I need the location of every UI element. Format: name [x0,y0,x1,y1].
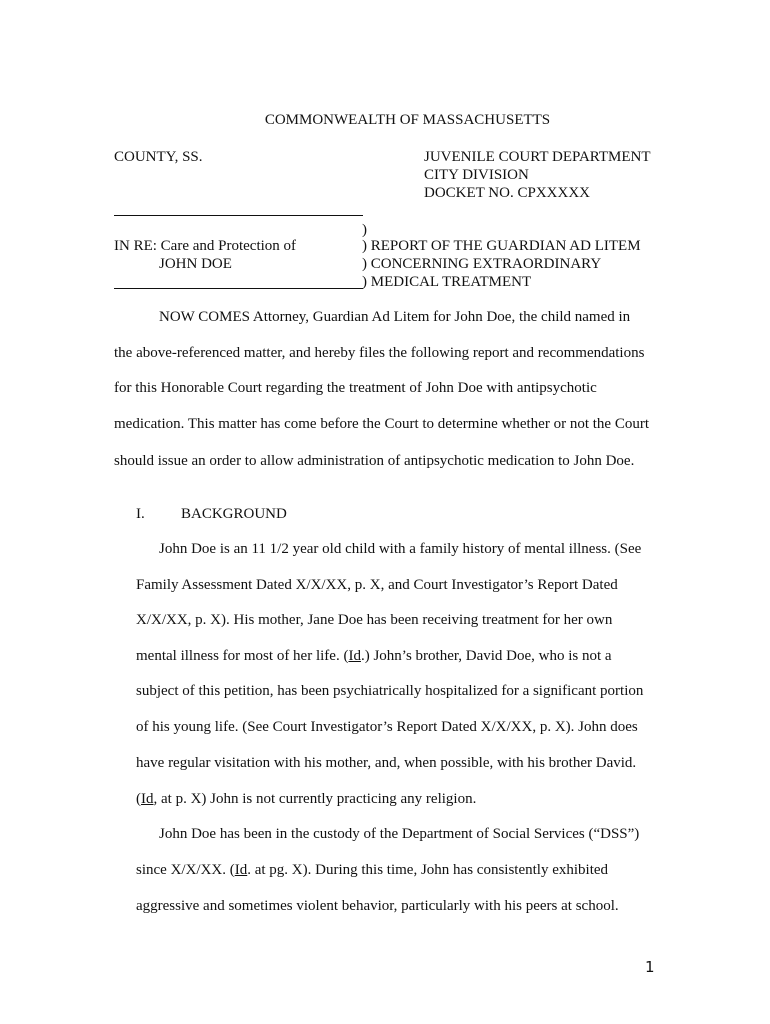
docket-number: DOCKET NO. CPXXXXX [424,185,590,201]
court-department: JUVENILE COURT DEPARTMENT [424,149,651,165]
background-line: Family Assessment Dated X/X/XX, p. X, and Court Investigator’s Report Dated [136,577,618,593]
caption-paren: ) [362,222,367,238]
id-citation: Id [348,648,361,664]
caption-report-title-3: ) MEDICAL TREATMENT [362,274,532,290]
line-text: since X/X/XX. ( [136,862,235,878]
caption-report-title-2: ) CONCERNING EXTRAORDINARY [362,256,602,272]
id-citation: Id [141,791,154,807]
id-citation: Id [234,862,248,878]
intro-line: for this Honorable Court regarding the treatment of John Doe with antipsychotic [114,380,597,396]
county-line: COUNTY, SS. [114,149,203,165]
caption-top-rule [114,215,363,216]
caption-in-re: IN RE: Care and Protection of [114,238,297,254]
line-text: mental illness for most of her life. ( [136,648,349,664]
background-line: John Doe has been in the custody of the Department of Social Services (“DSS”) [159,826,640,842]
line-text: ( [136,791,141,807]
intro-line: should issue an order to allow administration of antipsychotic medication to John Doe. [114,453,635,469]
intro-line: the above-referenced matter, and hereby files the following report and recommendations [114,345,645,361]
caption-child-name: JOHN DOE [159,256,232,272]
background-line-with-citation [136,647,612,665]
line-text: .) John’s brother, David Doe, who is not a [360,648,612,664]
court-division: CITY DIVISION [424,167,529,183]
background-line-with-citation [136,790,476,808]
background-line: X/X/XX, p. X). His mother, Jane Doe has been receiving treatment for her own [136,612,613,628]
section-number: I. [136,506,145,522]
intro-line: NOW COMES Attorney, Guardian Ad Litem for John Doe, the child named in [159,309,631,325]
background-line: of his young life. (See Court Investigator’s Report Dated X/X/XX, p. X). John does [136,719,638,735]
caption-bottom-rule [114,288,363,289]
document-title: COMMONWEALTH OF MASSACHUSETTS [264,112,551,128]
caption-report-title-1: ) REPORT OF THE GUARDIAN AD LITEM [362,238,641,254]
page-number: 1 [645,958,655,976]
line-text: , at p. X) John is not currently practicing any religion. [153,791,477,807]
background-line: aggressive and sometimes violent behavior, particularly with his peers at school. [136,898,619,914]
background-line: subject of this petition, has been psychiatrically hospitalized for a significant portion [136,683,644,699]
background-line: have regular visitation with his mother, and, when possible, with his brother David. [136,755,637,771]
line-text: . at pg. X). During this time, John has consistently exhibited [247,862,609,878]
section-title: BACKGROUND [181,506,287,522]
intro-line: medication. This matter has come before the Court to determine whether or not the Court [114,416,649,432]
background-line-with-citation [136,861,608,879]
background-line: John Doe is an 11 1/2 year old child with a family history of mental illness. (See [159,541,642,557]
